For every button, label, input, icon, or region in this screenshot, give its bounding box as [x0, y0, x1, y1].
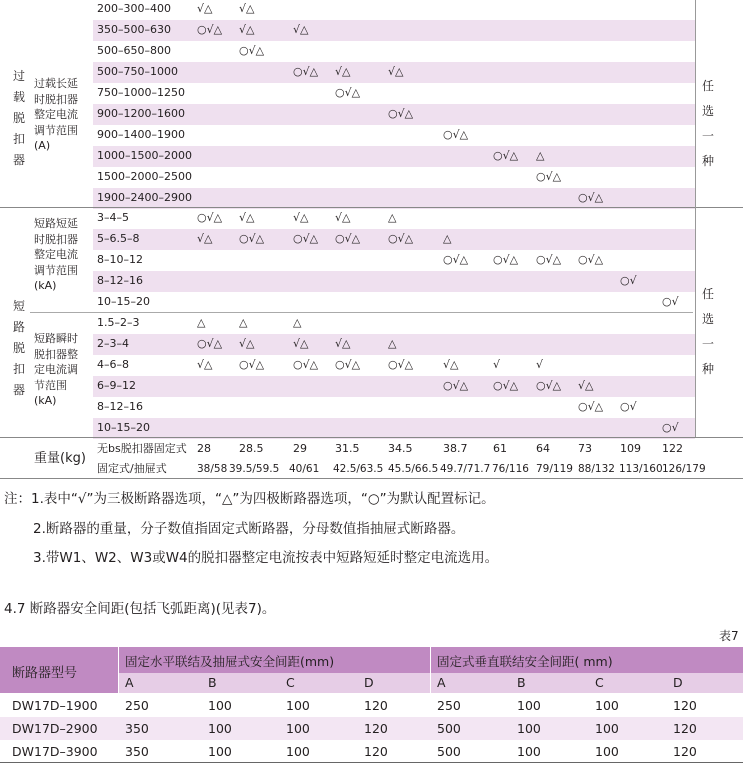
overload-choice-label [700, 74, 716, 174]
range-cell: 1500–2000–2500 [97, 170, 192, 183]
range-cell: 6–9–12 [97, 379, 136, 392]
range-cell: 10–15–20 [97, 295, 150, 308]
table7-value-cell: 100 [595, 744, 619, 759]
choice-char: 一 [701, 129, 714, 143]
short-instant-label [34, 331, 78, 409]
option-cell: √△ [578, 379, 594, 392]
short-instant-line: (kA) [34, 394, 57, 407]
range-cell: 10–15–20 [97, 421, 150, 434]
divider [430, 647, 431, 693]
option-cell: √△ [239, 2, 255, 15]
group-label-char: 短 [12, 299, 25, 313]
option-cell: ○√△ [197, 211, 223, 224]
option-cell: ○√△ [443, 379, 469, 392]
range-cell: 1000–1500–2000 [97, 149, 192, 162]
table7-value-cell: 500 [437, 721, 461, 736]
table7-value-cell: 100 [208, 744, 232, 759]
table7-value-cell: 100 [286, 744, 310, 759]
weight-fixed-cell: 29 [293, 442, 307, 455]
note-3: 3.带W1、W2、W3或W4的脱扣器整定电流按表中短路短延时整定电流选用。 [33, 550, 499, 566]
option-cell: △ [388, 211, 397, 224]
option-cell: √△ [335, 337, 351, 350]
range-cell: 900–1200–1600 [97, 107, 185, 120]
option-cell: ○√△ [239, 358, 265, 371]
short-delay-line: 时脱扣器 [34, 232, 78, 246]
option-cell: √△ [197, 2, 213, 15]
table7-value-cell: 250 [125, 698, 149, 713]
weight-fixed-cell: 31.5 [335, 442, 360, 455]
option-cell: ○√△ [388, 358, 414, 371]
short-delay-line: 短路短延 [34, 217, 78, 230]
table7-value-cell: 350 [125, 721, 149, 736]
weight-fixed-label: 无bs脱扣器固定式 [97, 442, 187, 455]
range-cell: 200–300–400 [97, 2, 171, 15]
overload-sub-line: 过载长延 [34, 77, 78, 90]
option-cell: ○√△ [293, 65, 319, 78]
weight-draw-cell: 40/61 [289, 463, 320, 475]
option-cell: ○√ [662, 421, 679, 434]
table7-value-cell: 100 [595, 698, 619, 713]
option-cell: ○√△ [293, 232, 319, 245]
short-instant-line: 节范围 [34, 378, 67, 392]
row-band [93, 271, 695, 292]
short-delay-line: 整定电流 [34, 248, 78, 261]
group-label-char: 脱 [12, 341, 25, 355]
option-cell: △ [197, 316, 206, 329]
option-cell: √△ [388, 65, 404, 78]
table7-value-cell: 100 [517, 698, 541, 713]
option-cell: △ [239, 316, 248, 329]
weight-draw-cell: 88/132 [578, 463, 615, 475]
option-cell: ○√△ [239, 44, 265, 57]
table7-group1: 固定水平联结及抽屉式安全间距(mm) [125, 654, 335, 669]
option-cell: ○√△ [443, 128, 469, 141]
group-label-char: 器 [12, 153, 25, 167]
overload-sub-line: (A) [34, 139, 51, 152]
short-delay-label [34, 216, 78, 294]
weight-draw-label: 固定式/抽屉式 [97, 462, 167, 475]
weight-fixed-cell: 61 [493, 442, 507, 455]
table7-value-cell: 250 [437, 698, 461, 713]
weight-fixed-cell: 28 [197, 442, 211, 455]
option-cell: √△ [335, 211, 351, 224]
table7-col-header: D [364, 675, 374, 690]
short-choice-label [700, 282, 716, 382]
option-cell: √△ [239, 337, 255, 350]
table7-value-cell: 100 [208, 698, 232, 713]
table7-col-header: D [673, 675, 683, 690]
table7-value-cell: 120 [364, 744, 388, 759]
table7-model-header: 断路器型号 [12, 666, 78, 681]
range-cell: 500–650–800 [97, 44, 171, 57]
option-cell: ○√△ [536, 170, 562, 183]
divider [0, 437, 743, 438]
option-cell: ○√△ [335, 358, 361, 371]
short-delay-line: 调节范围 [34, 263, 78, 277]
divider [0, 207, 743, 208]
option-cell: △ [388, 337, 397, 350]
range-cell: 1900–2400–2900 [97, 191, 192, 204]
range-cell: 1.5–2–3 [97, 316, 140, 329]
weight-draw-cell: 113/160 [619, 463, 663, 475]
option-cell: ○√△ [536, 379, 562, 392]
option-cell: ○√ [662, 295, 679, 308]
table7-col-header: C [286, 675, 295, 690]
short-instant-line: 脱扣器整 [34, 347, 78, 361]
choice-char: 种 [701, 154, 714, 168]
choice-char: 选 [701, 104, 714, 118]
table7-value-cell: 100 [286, 698, 310, 713]
choice-char: 选 [701, 312, 714, 326]
option-cell: √△ [197, 358, 213, 371]
option-cell: △ [536, 149, 545, 162]
table7-value-cell: 120 [673, 721, 697, 736]
table7-value-cell: 120 [364, 698, 388, 713]
range-cell: 500–750–1000 [97, 65, 178, 78]
option-cell: ○√△ [293, 358, 319, 371]
table7-model-cell: DW17D–3900 [12, 744, 98, 759]
note-1: 注：1.表中“√”为三极断路器选项，“△”为四极断路器选项，“○”为默认配置标记。 [4, 491, 495, 507]
group-label-char: 扣 [12, 132, 25, 146]
short-group-label [11, 296, 27, 401]
table7-value-cell: 500 [437, 744, 461, 759]
overload-sub-line: 时脱扣器 [34, 92, 78, 106]
option-cell: ○√△ [388, 232, 414, 245]
overload-group-label [11, 66, 27, 171]
option-cell: ○√△ [578, 400, 604, 413]
table7-value-cell: 120 [364, 721, 388, 736]
option-cell: ○√△ [197, 23, 223, 36]
option-cell: √△ [239, 23, 255, 36]
row-band [93, 20, 695, 41]
weight-fixed-cell: 109 [620, 442, 641, 455]
table7-model-cell: DW17D–2900 [12, 721, 98, 736]
range-cell: 750–1000–1250 [97, 86, 185, 99]
divider [695, 0, 696, 437]
weight-fixed-cell: 73 [578, 442, 592, 455]
option-cell: ○√ [620, 274, 637, 287]
table7-model-cell: DW17D–1900 [12, 698, 98, 713]
table7-col-header: A [125, 675, 134, 690]
option-cell: √ [536, 358, 544, 371]
group-label-char: 器 [12, 383, 25, 397]
short-delay-line: (kA) [34, 279, 57, 292]
table7-value-cell: 350 [125, 744, 149, 759]
range-cell: 350–500–630 [97, 23, 171, 36]
table7-caption: 表7 [719, 629, 739, 643]
group-label-char: 路 [12, 320, 25, 334]
option-cell: ○√△ [335, 86, 361, 99]
divider [0, 478, 743, 479]
table7-col-header: C [595, 675, 604, 690]
range-cell: 3–4–5 [97, 211, 129, 224]
weight-draw-cell: 39.5/59.5 [229, 463, 280, 475]
option-cell: √△ [197, 232, 213, 245]
option-cell: △ [293, 316, 302, 329]
weight-draw-cell: 79/119 [536, 463, 573, 475]
weight-draw-cell: 38/58 [197, 463, 228, 475]
option-cell: √△ [293, 23, 309, 36]
range-cell: 4–6–8 [97, 358, 129, 371]
option-cell: ○√△ [493, 253, 519, 266]
row-band [93, 376, 695, 397]
table7-col-header: B [208, 675, 217, 690]
range-cell: 8–12–16 [97, 400, 143, 413]
option-cell: ○√△ [239, 232, 265, 245]
weight-draw-cell: 76/116 [492, 463, 529, 475]
overload-sub-line: 整定电流 [34, 108, 78, 121]
table7-value-cell: 100 [286, 721, 310, 736]
divider [30, 312, 693, 313]
range-cell: 5–6.5–8 [97, 232, 140, 245]
short-instant-line: 短路瞬时 [34, 332, 78, 345]
choice-char: 一 [701, 337, 714, 351]
table7-value-cell: 100 [208, 721, 232, 736]
short-instant-line: 定电流调 [34, 363, 78, 376]
group-label-char: 脱 [12, 111, 25, 125]
weight-fixed-cell: 122 [662, 442, 683, 455]
range-cell: 8–12–16 [97, 274, 143, 287]
group-label-char: 载 [12, 90, 25, 104]
group-label-char: 扣 [12, 362, 25, 376]
table7-value-cell: 120 [673, 698, 697, 713]
divider [0, 762, 743, 763]
row-band [93, 418, 695, 439]
weight-fixed-cell: 34.5 [388, 442, 413, 455]
table7-value-cell: 120 [673, 744, 697, 759]
divider [118, 647, 119, 693]
table7-group2: 固定式垂直联结安全间距( mm) [437, 654, 613, 669]
note-2: 2.断路器的重量，分子数值指固定式断路器，分母数值指抽屉式断路器。 [33, 521, 465, 537]
weight-fixed-cell: 28.5 [239, 442, 264, 455]
option-cell: ○√△ [197, 337, 223, 350]
weight-label: 重量(kg) [34, 451, 86, 466]
option-cell: √△ [293, 337, 309, 350]
weight-draw-cell: 49.7/71.7 [440, 463, 491, 475]
option-cell: ○√△ [335, 232, 361, 245]
option-cell: √△ [239, 211, 255, 224]
table7-value-cell: 100 [595, 721, 619, 736]
table7-col-header: A [437, 675, 446, 690]
short-group-text [11, 296, 27, 401]
option-cell: ○√△ [536, 253, 562, 266]
option-cell: √△ [443, 358, 459, 371]
table7-col-header: B [517, 675, 526, 690]
option-cell: ○√△ [578, 253, 604, 266]
section-title: 4.7 断路器安全间距(包括飞弧距离)(见表7)。 [4, 601, 276, 617]
choice-char: 任 [701, 287, 714, 301]
option-cell: △ [443, 232, 452, 245]
group-label-char: 过 [12, 69, 25, 83]
overload-sub-label [34, 76, 78, 154]
table7-value-cell: 100 [517, 744, 541, 759]
option-cell: ○√ [620, 400, 637, 413]
option-cell: √△ [293, 211, 309, 224]
overload-group-text [11, 66, 27, 171]
option-cell: √ [493, 358, 501, 371]
weight-fixed-cell: 64 [536, 442, 550, 455]
choice-char: 任 [701, 79, 714, 93]
weight-fixed-cell: 38.7 [443, 442, 468, 455]
option-cell: ○√△ [388, 107, 414, 120]
weight-draw-cell: 45.5/66.5 [388, 463, 439, 475]
table7-value-cell: 100 [517, 721, 541, 736]
option-cell: √△ [335, 65, 351, 78]
option-cell: ○√△ [493, 149, 519, 162]
overload-sub-line: 调节范围 [34, 123, 78, 137]
range-cell: 8–10–12 [97, 253, 143, 266]
option-cell: ○√△ [443, 253, 469, 266]
option-cell: ○√△ [493, 379, 519, 392]
range-cell: 2–3–4 [97, 337, 129, 350]
range-cell: 900–1400–1900 [97, 128, 185, 141]
weight-draw-cell: 126/179 [662, 463, 706, 475]
choice-char: 种 [701, 362, 714, 376]
weight-draw-cell: 42.5/63.5 [333, 463, 384, 475]
option-cell: ○√△ [578, 191, 604, 204]
